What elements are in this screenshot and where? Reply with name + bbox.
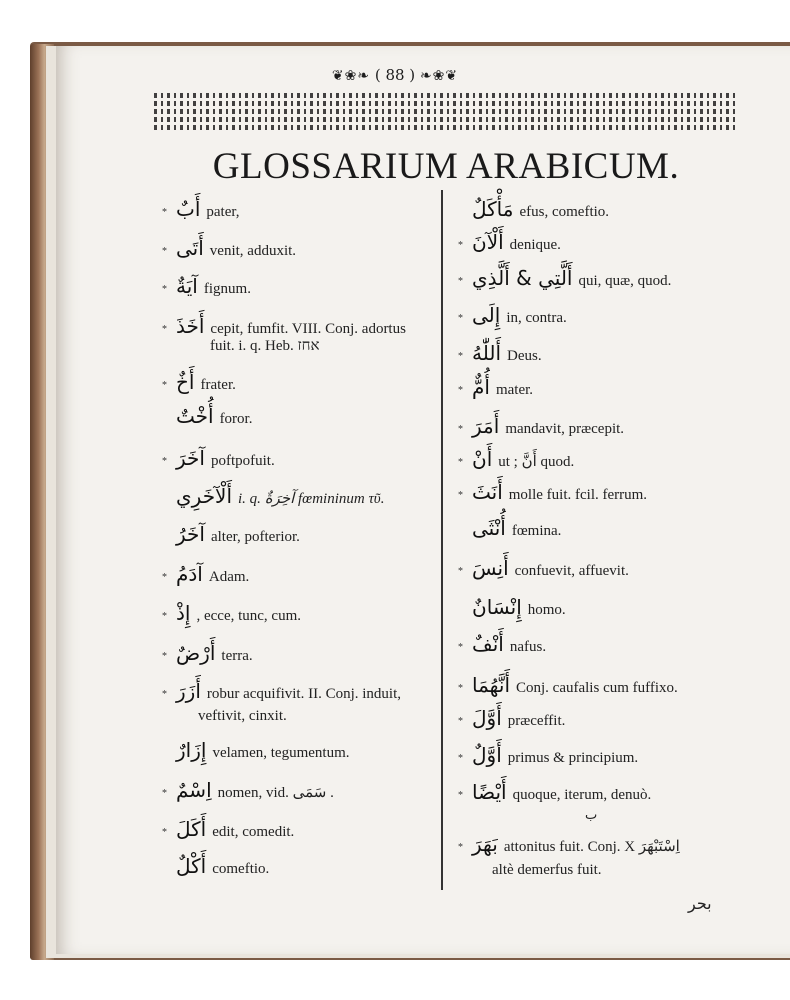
entry-right-15 [458,745,638,769]
entry-star: * [162,323,167,335]
arabic-headword: أَمَرَ [472,414,500,438]
ornament-right: ❧❀❦ [419,68,459,84]
arabic-headword: أَخٌ [176,370,195,394]
arabic-headword: أَنِسَ [472,556,509,580]
entry-star: * [162,787,167,799]
entry-right-7 [458,449,574,473]
latin-gloss: fœmina. [511,523,562,539]
arabic-headword: أُمٌّ [472,375,490,399]
arabic-headword: أَزَرَ [176,679,201,703]
arabic-headword: اِسْمٌ [176,778,212,802]
arabic-headword: أَوَّلٌ [472,743,502,767]
entry-right-12 [458,634,546,658]
arabic-headword: أَنَثَ [472,480,503,504]
entry-left-13 [162,740,349,763]
entry-star: * [458,384,463,396]
latin-gloss: venit, adduxit. [209,243,297,259]
latin-gloss: molle fuit. fcil. ferrum. [508,487,648,503]
arabic-headword: أُخْتٌ [176,404,214,428]
entry-star: * [162,245,167,257]
arabic-headword: أَلَّتِي & أَلَّذِي [472,266,573,290]
latin-gloss: nafus. [509,639,547,655]
latin-gloss: quoque, iterum, denuò. [512,787,652,803]
entry-star: * [458,682,463,694]
latin-gloss: qui, quæ, quod. [578,273,672,289]
entry-star: * [162,688,167,700]
entry-left-7 [162,486,384,509]
decorative-border [154,92,738,130]
entry-right-17 [458,834,680,858]
arabic-headword: آخَرَ [176,446,205,470]
arabic-headword: أَبٌ [176,197,201,221]
arabic-headword: آيَةٌ [176,274,198,298]
arabic-headword: آدَمُ [176,562,203,586]
entry-right-1 [458,232,561,256]
ornament-left: ❦❀❧ [331,68,371,84]
entry-left-15 [162,819,294,843]
latin-gloss: fignum. [203,281,251,297]
entry-left-12 [162,681,401,705]
section-letter-ba: ب [585,808,598,823]
latin-gloss: confuevit, affuevit. [514,563,629,579]
column-divider [441,190,443,890]
latin-gloss: in, contra. [506,310,567,326]
entry-star: * [458,275,463,287]
entry-star: * [162,610,167,622]
entry-right-4 [458,343,542,367]
entry-star: * [162,455,167,467]
arabic-headword: بَهَرَ [472,832,498,856]
entry-star: * [458,239,463,251]
entry-left-14 [162,780,334,804]
arabic-headword: أَوَّلَ [472,706,502,730]
entry-left-3 [162,316,406,340]
arabic-headword: أُنْثَى [472,516,506,540]
entry-right-6 [458,416,624,440]
arabic-headword: أَخَذَ [176,314,205,338]
entry-right-0 [458,199,609,222]
latin-gloss: poftpofuit. [210,453,275,469]
entry-star: * [458,641,463,653]
latin-gloss: Adam. [208,569,250,585]
entry-star: * [458,350,463,362]
latin-gloss: primus & principium. [507,750,639,766]
entry-star: * [458,841,463,853]
latin-gloss: mater. [495,382,534,398]
entry-left-16 [162,856,269,879]
entry-right-17-continuation: altè demerfus fuit. [492,862,602,878]
latin-gloss: foror. [219,411,253,427]
latin-gloss: pater, [206,204,240,220]
entry-left-9 [162,564,249,588]
arabic-headword: أَكْلٌ [176,854,207,878]
entry-right-8 [458,482,647,506]
latin-gloss: nomen, vid. سَمَى . [217,785,334,801]
entry-left-3-continuation: fuit. i. q. Heb. אחז [210,338,320,354]
entry-star: * [458,456,463,468]
latin-gloss: frater. [200,377,236,393]
arabic-headword: أَلْآنَ [472,230,504,254]
arabic-headword: مَأْكَلٌ [472,197,514,221]
entry-star: * [458,715,463,727]
arabic-headword: أَنْفٌ [472,632,504,656]
entry-star: * [458,565,463,577]
latin-gloss: Conj. caufalis cum fuffixo. [516,680,678,696]
entry-right-14 [458,708,565,732]
page-number: ( 88 ) [374,66,416,84]
entry-right-16 [458,782,651,806]
entry-left-11 [162,643,253,667]
entry-star: * [162,206,167,218]
entry-left-10 [162,603,301,627]
entry-right-13 [458,675,678,699]
latin-gloss: velamen, tegumentum. [212,745,350,761]
arabic-headword: إِزَارٌ [176,738,207,762]
entry-star: * [458,752,463,764]
page-header [0,66,790,84]
entry-left-8 [162,524,300,547]
arabic-headword: إِلَى [472,303,501,327]
entry-right-3 [458,305,567,329]
arabic-headword: أَنْ [472,447,493,471]
latin-gloss: cepit, fumfit. VIII. Conj. adortus [210,321,406,337]
entry-left-0 [162,199,240,223]
latin-gloss: robur acquifivit. II. Conj. induit, [206,686,402,702]
entry-left-2 [162,276,251,300]
entry-star: * [162,650,167,662]
latin-gloss: ut ; أَنَّ quod. [498,454,575,470]
entry-star: * [458,312,463,324]
arabic-headword: أَتَى [176,236,204,260]
latin-gloss: comeftio. [212,861,270,877]
entry-star: * [162,283,167,295]
entry-star: * [162,379,167,391]
entry-star: * [458,423,463,435]
latin-gloss: edit, comedit. [212,824,295,840]
entry-star: * [458,489,463,501]
latin-gloss: efus, comeftio. [519,204,610,220]
entry-left-5 [162,406,252,429]
arabic-headword: إِنْسَانٌ [472,595,522,619]
latin-gloss: attonitus fuit. Conj. X اِسْتَبْهَرَ [503,839,680,855]
arabic-headword: أَلْآخَرِي [176,484,233,508]
latin-gloss: mandavit, præcepit. [505,421,625,437]
entry-right-10 [458,558,629,582]
entry-star: * [162,571,167,583]
latin-gloss: præceffit. [507,713,566,729]
arabic-headword: أَنَّهُمَا [472,673,510,697]
entry-left-6 [162,448,275,472]
entry-star: * [162,826,167,838]
entry-left-4 [162,372,236,396]
latin-gloss: homo. [527,602,566,618]
latin-gloss: denique. [509,237,561,253]
latin-gloss: , ecce, tunc, cum. [196,608,301,624]
latin-gloss: i. q. آخِرَةٌ fœmininum τῦ. [238,491,385,507]
entry-right-5 [458,377,533,401]
page-title: GLOSSARIUM ARABICUM. [212,146,680,187]
catchword: بحر [688,894,712,913]
entry-right-9 [458,518,561,541]
entry-right-11 [458,597,566,620]
entry-left-1 [162,238,296,262]
arabic-headword: أَرْضٌ [176,641,216,665]
arabic-headword: أَللّٰهُ [472,341,501,365]
arabic-headword: آخَرُ [176,522,205,546]
entry-left-12-continuation: veftivit, cinxit. [198,708,287,724]
arabic-headword: أَكَلَ [176,817,207,841]
latin-gloss: alter, pofterior. [210,529,300,545]
latin-gloss: terra. [221,648,253,664]
entry-right-2 [458,268,671,292]
arabic-headword: أَيْضًا [472,780,507,804]
arabic-headword: إِذْ [176,601,191,625]
entry-star: * [458,789,463,801]
latin-gloss: Deus. [507,348,542,364]
